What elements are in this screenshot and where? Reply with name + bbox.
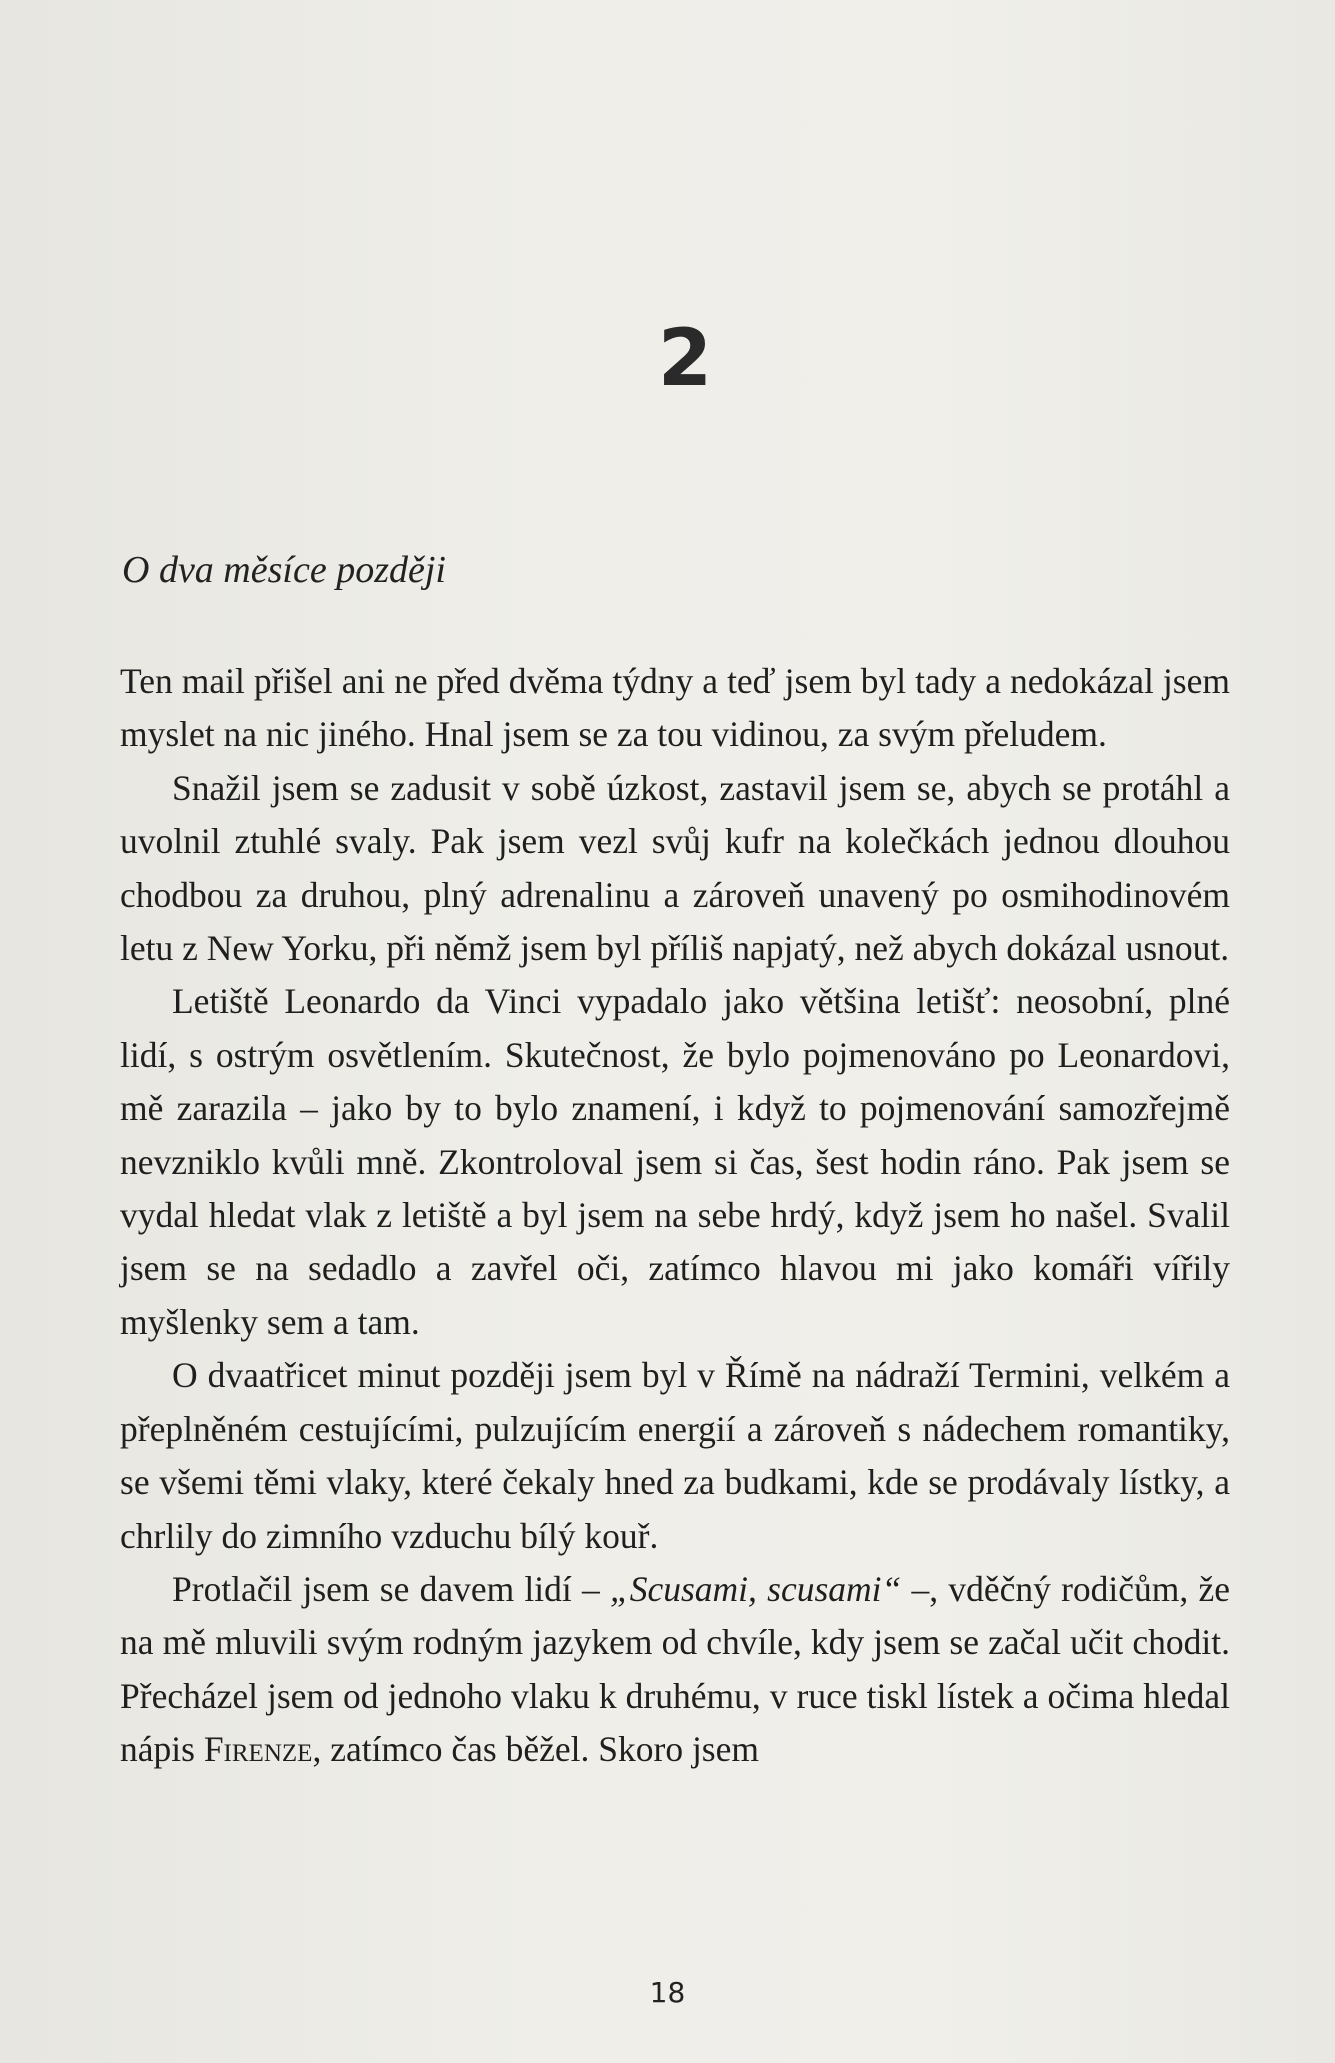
italic-quote: „Scusami, scusami“ — [609, 1568, 902, 1609]
text-run: –, vděčný rodičům, že na mě mluvili svým rodným jazykem od chvíle, kdy jsem se začal učit chodit. Přecházel jsem od jednoho vlaku k druhému, v ruce tiskl lístek a očima hledal nápis — [120, 1568, 1230, 1770]
small-caps-word: Firenze — [203, 1729, 313, 1770]
paragraph: O dvaatřicet minut později jsem byl v Římě na nádraží Termini, velkém a přeplněném cestujícími, pulzujícím energií a zároveň s nádechem romantiky, se všemi těmi vlaky, které čekaly hned za budkami, kde se prodávaly lístky, a chrlily do zimního vzduchu bílý kouř. — [120, 1355, 1230, 1556]
page-number: 18 — [649, 1976, 686, 2009]
text-run: Protlačil jsem se davem lidí – — [172, 1568, 610, 1609]
paragraph: Ten mail přišel ani ne před dvěma týdny a teď jsem byl tady a nedokázal jsem myslet na nic jiného. Hnal jsem se za tou vidinou, za svým přeludem. — [120, 661, 1230, 755]
paragraph: Snažil jsem se zadusit v sobě úzkost, zastavil jsem se, abych se protáhl a uvolnil ztuhlé svaly. Pak jsem vezl svůj kufr na kolečkách jednou dlouhou chodbou za druhou, plný adrenalinu a zároveň unavený po osmihodinovém letu z New Yorku, při němž jsem byl příliš napjatý, než abych dokázal usnout. — [120, 767, 1230, 969]
body-text — [120, 655, 1230, 1777]
paragraph-last — [120, 1563, 1230, 1777]
chapter-number: 2 — [657, 314, 713, 404]
chapter-subtitle: O dva měsíce později — [122, 549, 446, 591]
paragraph: Letiště Leonardo da Vinci vypadalo jako většina letišť: neosobní, plné lidí, s ostrým osvětlením. Skutečnost, že bylo pojmenováno po Leonardovi, mě zarazila – jako by to bylo znamení, i když to pojmenování samozřejmě nevzniklo kvůli mně. Zkontroloval jsem si čas, šest hodin ráno. Pak jsem se vydal hledat vlak z letiště a byl jsem na sebe hrdý, když jsem ho našel. Svalil jsem se na sedadlo a zavřel oči, zatímco hlavou mi jako komáři vířily myšlenky sem a tam. — [120, 981, 1230, 1342]
text-run: , zatímco čas běžel. Skoro jsem — [312, 1729, 759, 1770]
